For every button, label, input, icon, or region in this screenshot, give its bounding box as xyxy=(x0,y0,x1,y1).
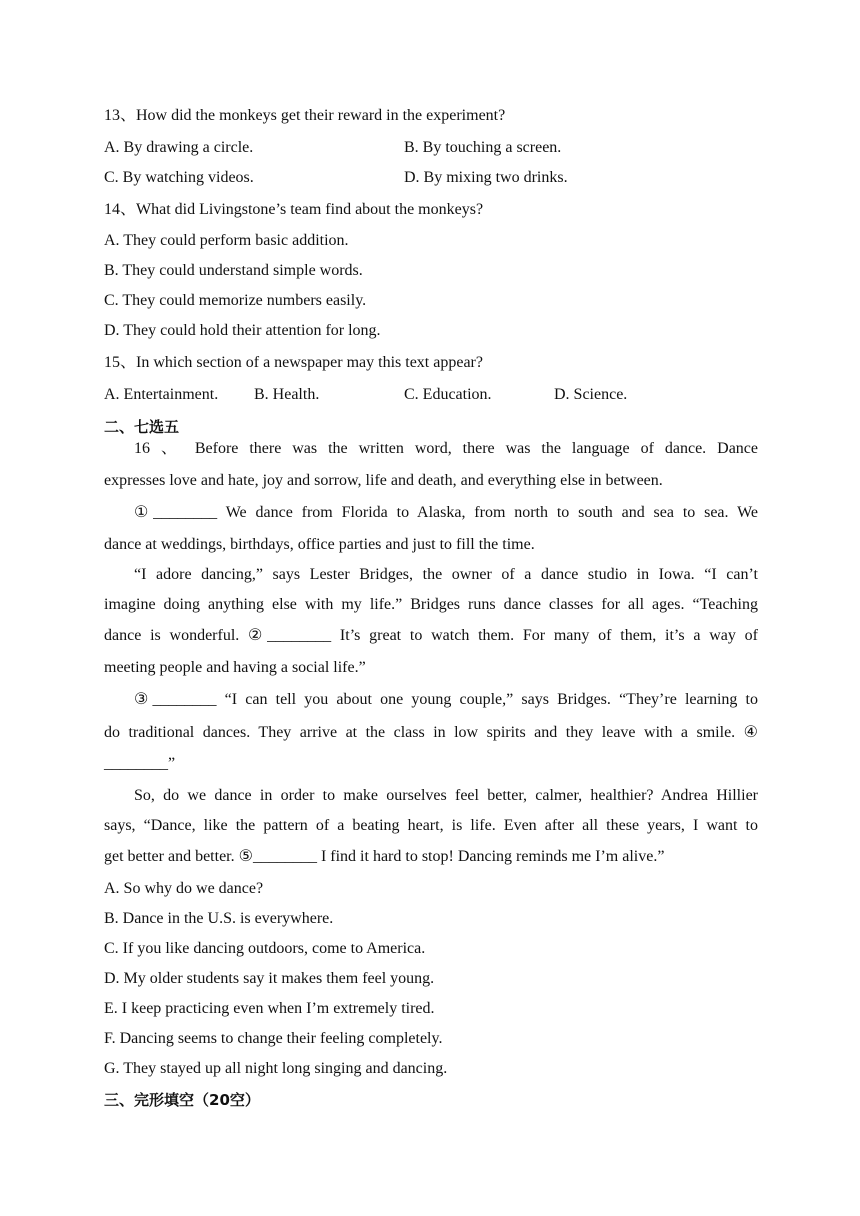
passage-p2-line1: ①________ We dance from Florida to Alaska, from north to south and sea to sea. We xyxy=(134,504,758,521)
q13-option-c: C. By watching videos. xyxy=(104,169,254,186)
q14-option-a: A. They could perform basic addition. xyxy=(104,232,349,249)
section3-heading: 三、完形填空（20空） xyxy=(104,1091,260,1109)
option-g: G. They stayed up all night long singing and dancing. xyxy=(104,1060,448,1077)
option-e: E. I keep practicing even when I’m extremely tired. xyxy=(104,1000,435,1017)
q14-option-d: D. They could hold their attention for long. xyxy=(104,322,381,339)
passage-p2-line2: dance at weddings, birthdays, office parties and just to fill the time. xyxy=(104,536,535,553)
passage-p4-line3: ________” xyxy=(104,755,176,772)
passage-p1-line2: expresses love and hate, joy and sorrow, life and death, and everything else in between. xyxy=(104,472,663,489)
passage-p1-line1: 16 、 Before there was the written word, there was the language of dance. Dance xyxy=(134,440,758,457)
q15-option-b: B. Health. xyxy=(254,386,320,403)
passage-p4-line2: do traditional dances. They arrive at the class in low spirits and they leave with a smile. ④ xyxy=(104,724,758,741)
passage-p3-line2: imagine doing anything else with my life.” Bridges runs dance classes for all ages. “Teaching xyxy=(104,596,758,613)
passage-p4-line1: ③________ “I can tell you about one young couple,” says Bridges. “They’re learning to xyxy=(134,691,758,708)
q13-option-d: D. By mixing two drinks. xyxy=(404,169,568,186)
q14-stem: 14、What did Livingstone’s team find about the monkeys? xyxy=(104,201,484,218)
q15-stem: 15、In which section of a newspaper may this text appear? xyxy=(104,354,483,371)
passage-p5-line2: says, “Dance, like the pattern of a beating heart, is life. Even after all these years, I want to xyxy=(104,817,758,834)
option-a: A. So why do we dance? xyxy=(104,880,264,897)
passage-p3-line3: dance is wonderful. ②________ It’s great to watch them. For many of them, it’s a way of xyxy=(104,627,758,644)
passage-p5-line1: So, do we dance in order to make ourselves feel better, calmer, healthier? Andrea Hillier xyxy=(134,787,758,804)
passage-p3-line4: meeting people and having a social life.” xyxy=(104,659,366,676)
q13-option-b: B. By touching a screen. xyxy=(404,139,562,156)
q15-option-a: A. Entertainment. xyxy=(104,386,219,403)
passage-p5-line3: get better and better. ⑤________ I find it hard to stop! Dancing reminds me I’m alive.” xyxy=(104,848,665,865)
passage-p3-line1: “I adore dancing,” says Lester Bridges, the owner of a dance studio in Iowa. “I can’t xyxy=(134,566,758,583)
q13-stem: 13、How did the monkeys get their reward in the experiment? xyxy=(104,107,506,124)
option-b: B. Dance in the U.S. is everywhere. xyxy=(104,910,334,927)
q13-option-a: A. By drawing a circle. xyxy=(104,139,254,156)
option-f: F. Dancing seems to change their feeling completely. xyxy=(104,1030,443,1047)
option-c: C. If you like dancing outdoors, come to America. xyxy=(104,940,426,957)
q15-option-d: D. Science. xyxy=(554,386,628,403)
q14-option-b: B. They could understand simple words. xyxy=(104,262,363,279)
q14-option-c: C. They could memorize numbers easily. xyxy=(104,292,367,309)
option-d: D. My older students say it makes them feel young. xyxy=(104,970,435,987)
q15-option-c: C. Education. xyxy=(404,386,492,403)
section2-heading: 二、七选五 xyxy=(104,418,180,436)
